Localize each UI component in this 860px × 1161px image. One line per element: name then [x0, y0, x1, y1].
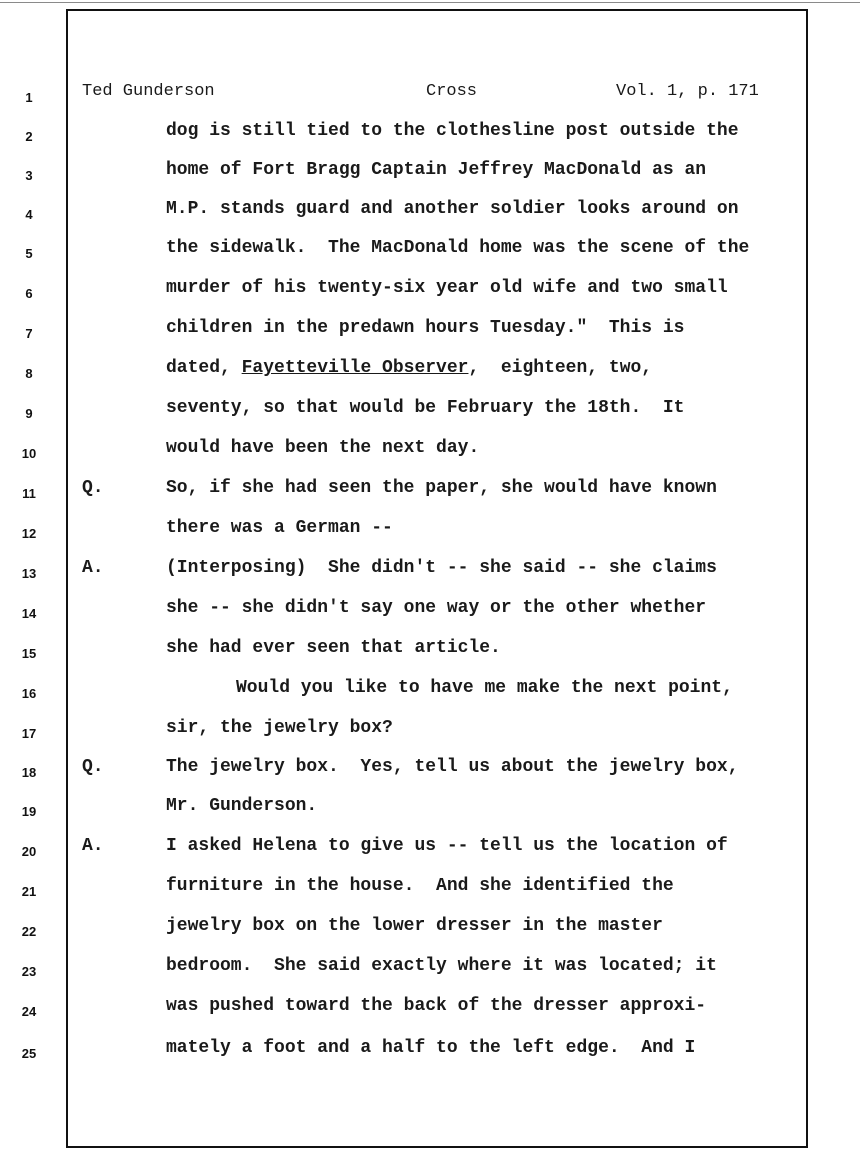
line-number: 22	[21, 924, 37, 939]
volume-page: Vol. 1, p. 171	[616, 82, 759, 101]
line-number: 2	[25, 129, 33, 144]
transcript-line-4	[0, 199, 860, 239]
line-number: 3	[25, 168, 33, 183]
line-text: M.P. stands guard and another soldier looks around on	[166, 199, 739, 219]
line-text: the sidewalk. The MacDonald home was the scene of the	[166, 238, 750, 258]
line-text: seventy, so that would be February the 18th. It	[166, 398, 685, 418]
line-number: 19	[21, 804, 37, 819]
transcript-line-9	[0, 398, 860, 438]
line-number: 6	[25, 286, 33, 301]
transcript-line-16	[0, 678, 860, 718]
line-number: 12	[21, 526, 37, 541]
transcript-line-21	[0, 876, 860, 916]
line-number: 5	[25, 246, 33, 261]
transcript-line-12	[0, 518, 860, 558]
line-number: 13	[21, 566, 37, 581]
line-text: The jewelry box. Yes, tell us about the jewelry box,	[166, 757, 739, 777]
line-text: mately a foot and a half to the left edge. And I	[166, 1038, 696, 1058]
transcript-line-6	[0, 278, 860, 318]
speaker-label: Q.	[82, 757, 104, 777]
line-number: 17	[21, 726, 37, 741]
line-number: 24	[21, 1004, 37, 1019]
transcript-line-2	[0, 121, 860, 161]
transcript-line-8	[0, 358, 860, 398]
line-text: she -- she didn't say one way or the other whether	[166, 598, 707, 618]
line-text: home of Fort Bragg Captain Jeffrey MacDonald as an	[166, 160, 707, 180]
line-text: murder of his twenty-six year old wife and two small	[166, 278, 728, 298]
speaker-label: A.	[82, 558, 104, 578]
line-number: 1	[25, 90, 33, 105]
line-text: I asked Helena to give us -- tell us the location of	[166, 836, 728, 856]
line-number: 11	[22, 486, 36, 501]
line-text: jewelry box on the lower dresser in the master	[166, 916, 663, 936]
line-text: (Interposing) She didn't -- she said -- she claims	[166, 558, 717, 578]
line-number: 20	[21, 844, 37, 859]
transcript-line-23	[0, 956, 860, 996]
transcript-line-17	[0, 718, 860, 758]
line-number: 10	[21, 446, 37, 461]
transcript-line-22	[0, 916, 860, 956]
transcript-line-18	[0, 757, 860, 797]
line-number: 16	[21, 686, 37, 701]
exam-type: Cross	[426, 82, 478, 101]
transcript-line-3	[0, 160, 860, 200]
line-text: would have been the next day.	[166, 438, 480, 458]
line-text-pre: dated,	[166, 358, 242, 378]
line-number: 4	[25, 207, 33, 222]
line-text: Mr. Gunderson.	[166, 796, 318, 816]
line-number: 18	[21, 765, 37, 780]
transcript-line-5	[0, 238, 860, 278]
transcript-line-19	[0, 796, 860, 836]
transcript-line-1	[0, 82, 860, 122]
transcript-line-20	[0, 836, 860, 876]
line-text: furniture in the house. And she identified the	[166, 876, 674, 896]
line-text: bedroom. She said exactly where it was located; it	[166, 956, 717, 976]
line-text: Would you like to have me make the next point,	[236, 678, 733, 698]
speaker-label: A.	[82, 836, 104, 856]
transcript-line-25	[0, 1038, 860, 1078]
transcript-line-15	[0, 638, 860, 678]
line-number: 7	[25, 326, 33, 341]
line-number: 23	[21, 964, 37, 979]
transcript-line-14	[0, 598, 860, 638]
line-text	[166, 358, 652, 378]
speaker-label: Q.	[82, 478, 104, 498]
line-number: 21	[21, 884, 37, 899]
line-number: 9	[25, 406, 33, 421]
line-text: children in the predawn hours Tuesday." This is	[166, 318, 685, 338]
line-text: sir, the jewelry box?	[166, 718, 393, 738]
line-text: So, if she had seen the paper, she would have known	[166, 478, 717, 498]
line-number: 15	[21, 646, 37, 661]
transcript-line-24	[0, 996, 860, 1036]
transcript-line-13	[0, 558, 860, 598]
transcript-line-11	[0, 478, 860, 518]
line-text: there was a German --	[166, 518, 393, 538]
transcript-line-10	[0, 438, 860, 478]
top-rule	[0, 2, 860, 3]
line-text-post: , eighteen, two,	[468, 358, 653, 378]
line-number: 25	[21, 1046, 37, 1061]
line-number: 14	[21, 606, 37, 621]
line-text: she had ever seen that article.	[166, 638, 501, 658]
line-text: was pushed toward the back of the dresser approxi-	[166, 996, 707, 1016]
publication-title: Fayetteville Observer	[241, 358, 469, 378]
line-text: dog is still tied to the clothesline post outside the	[166, 121, 739, 141]
line-number: 8	[25, 366, 33, 381]
transcript-line-7	[0, 318, 860, 358]
witness-name: Ted Gunderson	[82, 82, 215, 101]
